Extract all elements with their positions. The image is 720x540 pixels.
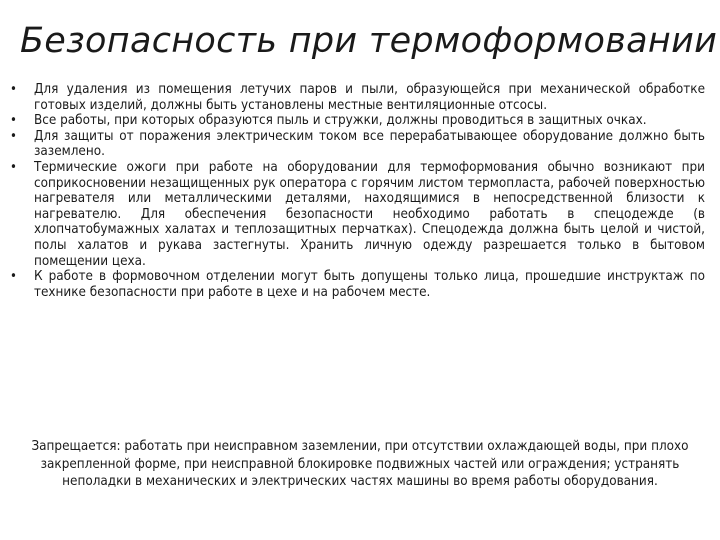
bullet-icon: • bbox=[10, 113, 17, 129]
bullet-text: Все работы, при которых образуются пыль и стружки, должны проводиться в защитных очках. bbox=[34, 113, 647, 129]
bullet-item bbox=[10, 269, 705, 300]
bullet-icon: • bbox=[10, 82, 17, 97]
bullet-item bbox=[10, 160, 705, 269]
bullet-item bbox=[10, 129, 705, 160]
bullet-text: Термические ожоги при работе на оборудовании для термоформования обычно возникают при соприкосновении незащищенных рук оператора с горячим листом термопласта, рабочей поверхностью нагревателя или металлическими деталями, находящимися в непосредственной близости к нагревателю. Для обеспечения безопасности необходимо работать в спецодежде (в хлопчатобумажных халатах и теплозащитных перчатках). Спецодежда должна быть целой и чистой, полы халатов и рукава застегнуты. Хранить личную одежду разрешается только в бытовом помещении цеха. bbox=[34, 159, 705, 269]
bullet-text: Для защиты от поражения электрическим током все перерабатывающее оборудование должно быть заземлено. bbox=[34, 128, 705, 160]
bullet-text: К работе в формовочном отделении могут быть допущены только лица, прошедшие инструктаж по технике безопасности при работе в цехе и на рабочем месте. bbox=[34, 269, 705, 300]
bullet-icon: • bbox=[10, 159, 17, 175]
slide-title: Безопасность при термоформовании bbox=[20, 21, 718, 61]
bullet-text: Для удаления из помещения летучих паров и пыли, образующейся при механической обработке готовых изделий, должны быть установлены местные вентиляционные отсосы. bbox=[34, 82, 705, 113]
bullet-list bbox=[10, 82, 705, 300]
bullet-item bbox=[10, 113, 705, 129]
bullet-icon: • bbox=[10, 128, 17, 144]
prohibition-note: Запрещается: работать при неисправном заземлении, при отсутствии охлаждающей воды, при плохо закрепленной форме, при неисправной блокировке подвижных частей или ограждения; устранять неполадки в механических и электрических частях машины во время работы оборудования. bbox=[31, 439, 689, 489]
bullet-item bbox=[10, 82, 705, 113]
bullet-icon: • bbox=[10, 269, 17, 285]
